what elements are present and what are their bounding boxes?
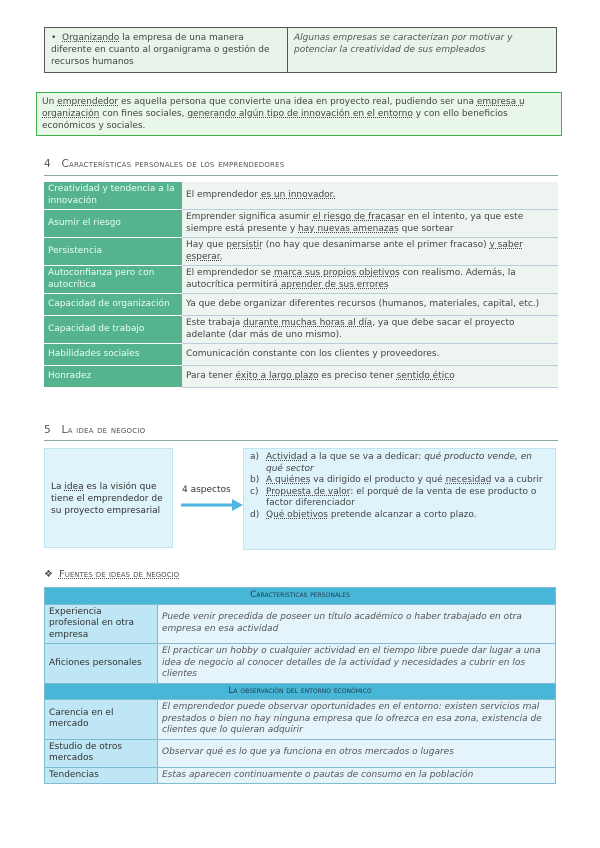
list-letter: b) <box>250 475 260 485</box>
idea-text: es la visión que tiene el emprendedor de su proyecto empresarial <box>51 482 163 516</box>
list-item <box>250 510 549 522</box>
source-name: Estudio de otros mercados <box>45 739 158 767</box>
text: Comunicación constante con los clientes y proveedores. <box>186 348 440 359</box>
characteristic-description <box>182 238 558 266</box>
def-text: con fines sociales, <box>99 109 188 119</box>
table-section-header: La observación del entorno económico <box>45 683 556 700</box>
table-row <box>44 238 558 266</box>
source-description: El emprendedor puede observar oportunidades en el entorno: existen servicios mal prestados o bien no hay ninguna empresa que lo ofrezca en esa zona, existencia de clientes que lo quieran adquirir <box>158 700 556 740</box>
list-item <box>250 452 549 475</box>
text: a la que se va a dedicar: <box>307 452 425 462</box>
section-5-heading <box>44 424 145 436</box>
underlined-term: es un innovador. <box>260 189 336 200</box>
aspects-list <box>250 452 549 521</box>
def-term-empresa: empresa u organización <box>42 97 525 119</box>
table-row <box>45 739 556 767</box>
underlined-term: Propuesta de valor <box>266 486 351 497</box>
characteristic-description <box>182 210 558 238</box>
list-letter: c) <box>250 486 259 497</box>
section-title-text: Características personales de los emprendedores <box>61 158 285 170</box>
section-4-heading <box>44 158 284 170</box>
top-row-text: la empresa de una manera diferente en cuanto al organigrama o gestión de recursos humanos <box>51 33 270 67</box>
def-term-emprendedor: emprendedor <box>57 97 119 107</box>
table-row <box>45 700 556 740</box>
list-letter: a) <box>250 452 260 462</box>
source-description: El practicar un hobby o cualquier actividad en el tiempo libre puede dar lugar a una idea de negocio al conocer detalles de la actividad y necesidades a cubrir en los clientes <box>158 644 556 684</box>
text: Para tener <box>186 370 236 381</box>
underlined-term: Actividad <box>266 452 308 462</box>
section-number: 5 <box>44 424 51 436</box>
section-divider <box>44 175 558 176</box>
source-description: Estas aparecen continuamente o pautas de consumo en la población <box>158 767 556 784</box>
table-header-row <box>45 683 556 700</box>
underlined-term: éxito a largo plazo <box>235 370 319 381</box>
underlined-term: y saber esperar. <box>186 240 523 262</box>
underlined-term: A quiénes <box>266 475 311 485</box>
text: Emprender significa asumir <box>186 212 313 222</box>
underlined-term: el riesgo de fracasar <box>312 212 405 222</box>
underlined-term: Qué objetivos <box>266 509 328 520</box>
text: : el porqué de la venta de ese producto o factor diferenciador <box>266 486 537 508</box>
source-name: Tendencias <box>45 767 158 784</box>
table-row <box>44 266 558 294</box>
idea-term: idea <box>64 482 84 492</box>
table-row <box>44 366 558 388</box>
text: es preciso tener <box>318 370 397 381</box>
source-name: Aficiones personales <box>45 644 158 684</box>
characteristic-name: Honradez <box>44 366 182 388</box>
underlined-term: marca sus propios objetivos <box>273 268 400 278</box>
underlined-term: durante muchas horas al día <box>243 318 373 328</box>
diamond-bullet-icon: ❖ <box>44 569 53 580</box>
table-row <box>44 344 558 366</box>
characteristic-name: Persistencia <box>44 238 182 266</box>
def-text: es aquella persona que convierte una idea en proyecto real, pudiendo ser una <box>118 97 477 107</box>
sources-heading <box>44 569 179 580</box>
text: El emprendedor se <box>186 268 274 278</box>
characteristic-description <box>182 316 558 344</box>
list-item <box>250 487 549 510</box>
table-row <box>44 182 558 210</box>
source-description: Puede venir precedida de poseer un título académico o haber trabajado en otra empresa en esa actividad <box>158 604 556 644</box>
text: Hay que <box>186 240 227 250</box>
text: Ya que debe organizar diferentes recursos (humanos, materiales, capital, etc.) <box>186 298 540 309</box>
characteristic-name: Autoconfianza pero con autocrítica <box>44 266 182 294</box>
aspects-box <box>243 448 556 550</box>
arrow-right-icon <box>180 485 244 515</box>
section-title-text: La idea de negocio <box>61 424 146 436</box>
text: en el intento, ya que este siempre está presente y <box>186 212 524 234</box>
section-divider <box>44 440 558 441</box>
text: que sortear <box>398 223 454 234</box>
characteristic-name: Capacidad de organización <box>44 294 182 316</box>
characteristic-description <box>182 182 558 210</box>
top-row-right-cell: Algunas empresas se caracterizan por motivar y potenciar la creatividad de sus empleados <box>288 28 557 73</box>
characteristic-name: Habilidades sociales <box>44 344 182 366</box>
source-name: Experiencia profesional en otra empresa <box>45 604 158 644</box>
text: pretende alcanzar a corto plazo. <box>328 509 477 520</box>
entrepreneur-definition-box <box>36 92 562 136</box>
table-row <box>45 644 556 684</box>
text: , ya que debe sacar el proyecto adelante (dar más de uno mismo). <box>186 318 515 340</box>
text: (no hay que desanimarse ante el primer fracaso) <box>262 240 490 250</box>
characteristic-name: Creatividad y tendencia a la innovación <box>44 182 182 210</box>
characteristic-name: Asumir el riesgo <box>44 210 182 238</box>
source-description: Observar qué es lo que ya funciona en otros mercados o lugares <box>158 739 556 767</box>
sources-title: Fuentes de ideas de negocio <box>58 569 180 580</box>
arrow-label: 4 aspectos <box>182 485 231 495</box>
characteristics-table <box>44 182 558 388</box>
italic-text: qué producto vende, en qué sector <box>266 452 532 474</box>
text: va dirigido el producto y qué <box>310 475 446 485</box>
text: Este trabaja <box>186 318 244 328</box>
table-header-row <box>45 588 556 605</box>
bullet-dot: • <box>51 33 63 43</box>
underlined-term: aprender de sus errores <box>280 279 389 290</box>
characteristic-name: Capacidad de trabajo <box>44 316 182 344</box>
def-text: y con ello beneficios económicos y sociales. <box>42 109 508 131</box>
aspects-arrow <box>180 485 244 515</box>
underlined-term: hay nuevas amenazas <box>298 223 399 234</box>
source-name: Carencia en el mercado <box>45 700 158 740</box>
table-row <box>44 294 558 316</box>
def-term-innovacion: generando algún tipo de innovación en el entorno <box>187 109 413 119</box>
top-row-left-cell <box>45 28 288 73</box>
underlined-term: persistir <box>226 240 263 250</box>
characteristic-description <box>182 294 558 316</box>
table-row <box>45 28 557 73</box>
idea-definition-box <box>44 448 173 548</box>
top-continuation-table <box>44 27 557 73</box>
text: con realismo. Además, la autocrítica permitirá <box>186 268 516 290</box>
table-row <box>45 767 556 784</box>
characteristic-description <box>182 344 558 366</box>
def-text: Un <box>42 97 58 107</box>
section-number: 4 <box>44 158 51 170</box>
top-row-link: Organizando <box>62 33 120 43</box>
table-row <box>45 604 556 644</box>
sources-table <box>44 587 556 784</box>
characteristic-description <box>182 366 558 388</box>
underlined-term: necesidad <box>445 475 492 485</box>
list-item <box>250 475 549 487</box>
idea-text: La <box>51 482 65 492</box>
list-letter: d) <box>250 509 260 520</box>
table-row <box>44 316 558 344</box>
table-section-header: Características personales <box>45 588 556 605</box>
characteristic-description <box>182 266 558 294</box>
text: El emprendedor <box>186 189 261 200</box>
table-row <box>44 210 558 238</box>
text: va a cubrir <box>491 475 543 485</box>
underlined-term: sentido ético <box>396 370 455 381</box>
